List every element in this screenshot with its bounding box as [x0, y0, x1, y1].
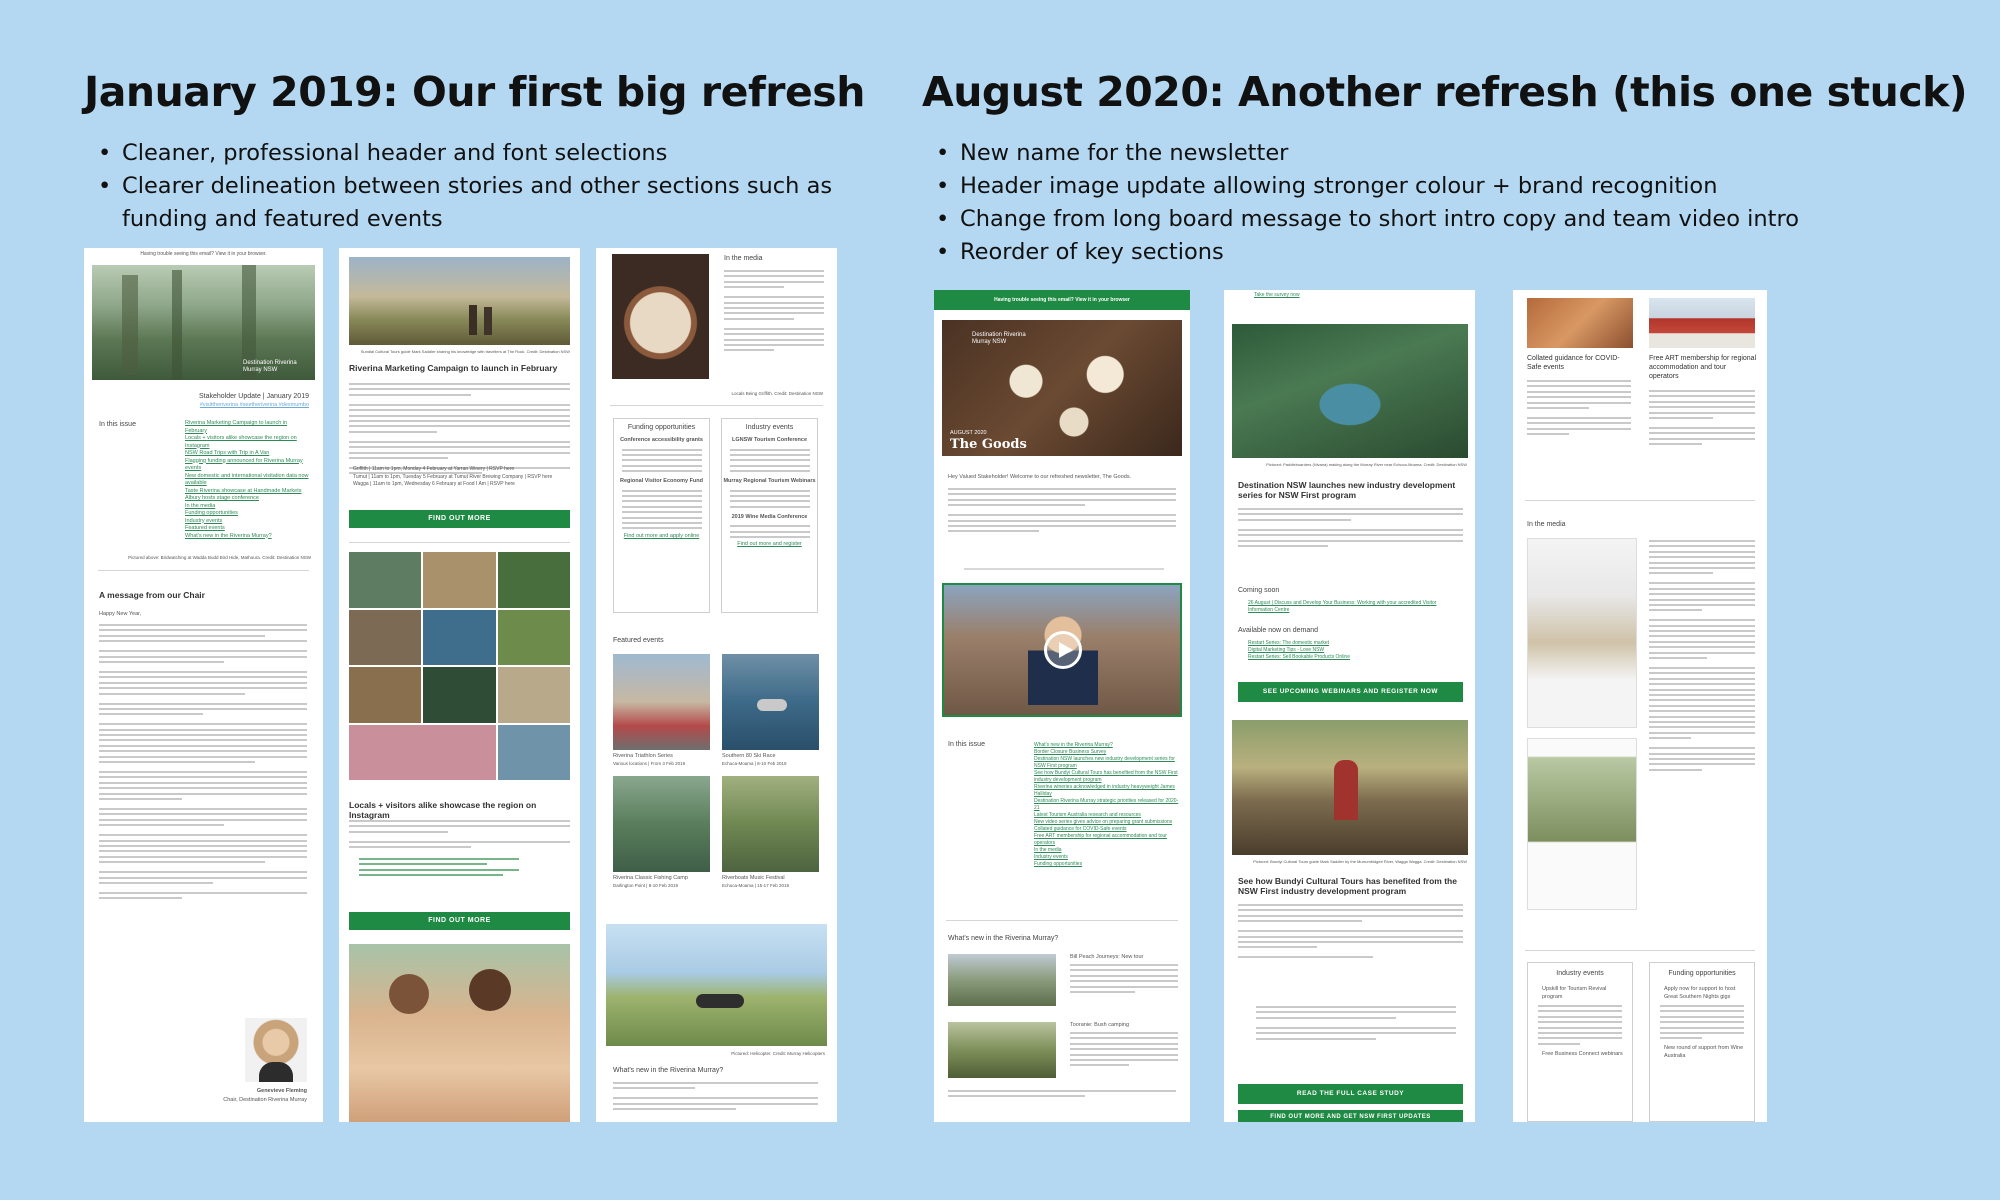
helicopter-caption: Pictured: Helicopter. Credit: Murray Helicopters [731, 1051, 825, 1056]
right-bullet-2: • Header image update allowing stronger colour + brand recognition [922, 170, 1982, 203]
chair-title: Chair, Destination Riverina Murray [223, 1097, 307, 1103]
green-top-bar [934, 290, 1190, 310]
on-demand-list [1248, 640, 1350, 661]
newsletter-page-aug-2020-2 [1224, 290, 1475, 1122]
in-this-issue-label: In this issue [99, 421, 136, 428]
bundyi-guide-photo [1232, 720, 1468, 855]
issue-link[interactable]: Border Closure Business Survey [1034, 749, 1107, 755]
team-video-thumbnail[interactable] [942, 583, 1182, 717]
newsletter-page-aug-2020-3 [1513, 290, 1767, 1122]
video-caption [964, 568, 1164, 570]
story-title-nsw-first: Destination NSW launches new industry development series for NSW First program [1238, 480, 1456, 500]
issue-link[interactable]: What's new in the Riverina Murray? [1034, 742, 1113, 748]
industry-title: Industry events [745, 424, 794, 431]
story-photo-the-rock [349, 257, 570, 345]
on-demand-item[interactable]: Restart Series: Sell Bookable Products Online [1248, 654, 1350, 660]
left-bullet-2-continuation: funding and featured events [122, 206, 443, 232]
hashtags[interactable]: #visittheriverina #seetheriverina #desmumbo [199, 402, 309, 408]
funding-item: Conference accessibility grants [620, 437, 703, 443]
masthead-title: The Goods [950, 437, 1027, 452]
instagram-photo [423, 552, 495, 608]
issue-link[interactable]: Latest Tourism Australia research and resources [1034, 812, 1141, 818]
funding-title: Funding opportunities [627, 424, 696, 431]
instagram-photo [498, 725, 570, 781]
whats-new-photo-2 [948, 1022, 1056, 1078]
issue-link[interactable]: Funding opportunities [185, 510, 238, 516]
update-title: Stakeholder Update | January 2019 [198, 393, 309, 400]
event-photo-triathlon[interactable] [613, 654, 710, 750]
newsletter-page-jan-2019-3 [596, 248, 837, 1122]
industry-events-box [1527, 962, 1633, 1122]
industry-item: Murray Regional Tourism Webinars [723, 478, 816, 485]
media-text [1649, 540, 1755, 774]
instagram-photo [349, 667, 421, 723]
issue-link[interactable]: NSW Road Trips with Trip in A Van [185, 450, 270, 456]
industry-text [730, 449, 810, 473]
event-meta: Echuca-Moama | 8-10 Feb 2019 [722, 761, 787, 766]
issue-link[interactable]: Riverina wineries acknowledged in industry heavyweight James Halliday [1034, 784, 1175, 797]
issue-link[interactable]: In the media [185, 502, 216, 509]
right-bullet-4: • Reorder of key sections [922, 236, 1982, 269]
event-name: Riverina Triathlon Series [613, 753, 673, 759]
industry-text [730, 490, 810, 508]
intro-greeting: Hey Valued Stakeholder! Welcome to our refreshed newsletter, The Goods. [948, 474, 1132, 480]
funding-opportunities-box [613, 418, 710, 613]
chair-portrait [245, 1018, 307, 1082]
helicopter-photo [606, 924, 827, 1046]
issue-link[interactable]: New domestic and international visitation data now available [185, 472, 309, 486]
divider [946, 920, 1178, 921]
issue-link-list [185, 420, 310, 540]
session-item: Wagga | 11am to 1pm, Wednesday 6 February at Food I Am | RSVP here [353, 481, 515, 487]
browser-view-text[interactable]: Having trouble seeing this email? View it in your browser [994, 297, 1130, 303]
session-item: Griffith | 11am to 1pm, Monday 4 February at Yarran Winery | RSVP here [353, 466, 515, 472]
industry-text [1538, 1005, 1622, 1045]
left-bullet-1: • Cleaner, professional header and font selections [84, 137, 844, 170]
right-heading: August 2020: Another refresh (this one stuck) [922, 68, 1968, 116]
dnsw-logo: Destination Riverina Murray NSW [243, 360, 297, 373]
left-bullet-2: • Clearer delineation between stories and other sections such as [84, 170, 844, 203]
funding-item: Apply now for support to host Great Southern Nights gigs [1664, 986, 1736, 1000]
event-name: Southern 80 Ski Race [722, 753, 776, 759]
right-bullet-list [922, 137, 1982, 269]
on-demand-label: Available now on demand [1238, 627, 1319, 634]
issue-link[interactable]: Featured events [185, 525, 225, 531]
issue-link[interactable]: Collated guidance for COVID-Safe events [1034, 826, 1127, 832]
newsletter-page-jan-2019-1 [84, 248, 323, 1122]
media-text [724, 270, 824, 355]
issue-link[interactable]: Riverina Marketing Campaign to launch in February [185, 420, 288, 434]
card-text [1527, 380, 1631, 439]
right-bullet-3: • Change from long board message to short intro copy and team video intro [922, 203, 1982, 236]
issue-link[interactable]: Industry events [185, 517, 223, 524]
industry-title: Industry events [1556, 970, 1604, 977]
card-title-art: Free ART membership for regional accommodation and tour operators [1649, 355, 1757, 380]
funding-text [1660, 1005, 1744, 1039]
in-the-media-title: In the media [1527, 521, 1566, 528]
event-photo-ski-race[interactable] [722, 654, 819, 750]
header-caption: Pictured above: Birdwatching at Wadda Budd Bird Hide, Mathoura. Credit: Destination NSW [128, 555, 311, 560]
on-demand-item[interactable]: Digital Marketing Tips - Love NSW [1248, 647, 1325, 653]
session-list [353, 466, 568, 489]
funding-apply-link[interactable]: Find out more and apply online [623, 532, 700, 539]
story-text [1238, 508, 1463, 550]
newsletter-page-aug-2020-1 [934, 290, 1190, 1122]
funding-item: New round of support from Wine Australia [1664, 1045, 1744, 1059]
industry-item: 2019 Wine Media Conference [731, 513, 808, 520]
issue-link[interactable]: New video series gives advice on preparing grant submissions [1034, 819, 1173, 825]
instagram-photo [423, 610, 495, 666]
dnsw-logo: Destination Riverina Murray NSW [972, 332, 1026, 345]
in-this-issue-label: In this issue [948, 741, 985, 748]
find-out-more-button-2[interactable]: FIND OUT MORE [349, 912, 570, 930]
photo-caption: Pictured: Paddleboarders (Nivana) making along the Murray River near Echuca-Moama. Credit: Destination NSW [1266, 462, 1467, 467]
issue-link[interactable]: Funding opportunities [1034, 861, 1083, 867]
instagram-photo [498, 552, 570, 608]
whats-new-text [613, 1082, 818, 1114]
play-button-icon[interactable] [1044, 631, 1082, 669]
media-photo-food [612, 254, 709, 379]
nsw-first-updates-button[interactable]: FIND OUT MORE AND GET NSW FIRST UPDATES [1238, 1110, 1463, 1122]
issue-link[interactable]: Destination Riverina Murray strategic priorities released for 2020-21 [1034, 798, 1179, 811]
masthead-food-photo [942, 320, 1182, 456]
on-demand-item[interactable]: Restart Series: The domestic market [1248, 640, 1330, 646]
left-bullet-list [84, 137, 844, 236]
event-meta: Various locations | From 3 Feb 2019 [613, 761, 686, 766]
instagram-photo [349, 725, 496, 781]
chair-heading: A message from our Chair [99, 590, 205, 600]
funding-opportunities-box [1649, 962, 1755, 1122]
chair-message-text [99, 624, 307, 903]
issue-link[interactable]: Destination NSW launches new industry development series for NSW First program [1034, 756, 1175, 769]
event-meta: Darlington Point | 8-10 Feb 2019 [613, 883, 678, 888]
event-photo-fishing-camp[interactable] [613, 776, 710, 872]
art-membership-photo [1649, 298, 1755, 348]
instagram-photo [498, 667, 570, 723]
instagram-photo [349, 552, 421, 608]
funding-item: Regional Visitor Economy Fund [619, 478, 704, 485]
issue-link[interactable]: Industry events [1034, 854, 1068, 860]
event-meta: Echuca-Moama | 15-17 Feb 2019 [722, 883, 789, 888]
right-bullet-1: • New name for the newsletter [922, 137, 1982, 170]
whats-new-photo-1 [948, 954, 1056, 1006]
issue-link[interactable]: Albury hosts stage conference [185, 495, 259, 501]
featured-events-title: Featured events [613, 637, 664, 644]
event-name: Riverina Classic Fishing Camp [613, 875, 688, 881]
chair-greeting: Happy New Year, [99, 611, 142, 617]
people-photo [349, 944, 570, 1122]
whats-new-title: What's new in the Riverina Murray? [948, 935, 1059, 942]
industry-events-box [721, 418, 818, 613]
session-item: Tumut | 11am to 1pm, Tuesday 5 February at Tumut River Brewing Company | RSVP here [353, 473, 553, 480]
industry-text [730, 525, 810, 538]
funding-text [622, 449, 702, 473]
browser-view-text[interactable]: Having trouble seeing this email? View it in your browser. [140, 251, 267, 257]
industry-item: Free Business Connect webinars [1542, 1050, 1623, 1057]
story-title-bundyi: See how Bundyi Cultural Tours has benefited from the NSW First industry development program [1238, 876, 1457, 896]
issue-link[interactable]: In the media [1034, 847, 1062, 853]
whats-new-item-title: Tooranie: Bush camping [1070, 1022, 1130, 1028]
left-bullet-2-cont [84, 203, 844, 236]
instagram-photo [498, 610, 570, 666]
media-caption: Locals Being Griffith. Credit: Destination NSW [731, 391, 823, 396]
issue-link[interactable]: Locals + visitors alike showcase the region on Instagram [185, 435, 297, 449]
divider [1525, 500, 1755, 501]
event-photo-riverboats[interactable] [722, 776, 819, 872]
card-title-covid: Collated guidance for COVID-Safe events [1527, 355, 1620, 371]
story-text [349, 820, 570, 856]
coming-soon-item[interactable]: 26 August | Discuss and Develop Your Business: Working with your accredited Visitor Information Centre [1248, 600, 1437, 613]
photo-caption: Pictured: Bundyi Cultural Tours guide Mark Saddler by the Murrumbidgee River, Wagga Wagga. Credit: Destination NSW [1253, 859, 1467, 864]
divider [610, 405, 823, 406]
story-photo-caption: Sundial Cultural Tours guide Mark Saddler sharing his knowledge with travellers at The Rock. Credit: Destination NSW [360, 349, 570, 354]
intro-text [948, 488, 1176, 536]
industry-item: LGNSW Tourism Conference [731, 437, 808, 443]
whats-new-item-title: Bill Peach Journeys: New tour [1070, 954, 1144, 960]
in-the-media-title: In the media [724, 255, 763, 262]
read-case-study-button[interactable]: READ THE FULL CASE STUDY [1238, 1084, 1463, 1104]
header-photo-birdwatching [92, 265, 315, 380]
divider [1525, 950, 1755, 951]
event-name: Riverboats Music Festival [722, 875, 785, 881]
find-out-more-button[interactable]: FIND OUT MORE [349, 510, 570, 528]
media-screenshot-1 [1527, 538, 1637, 728]
funding-text [622, 490, 702, 530]
issue-link[interactable]: Taste Riverina showcase at Handmade Markets [185, 487, 302, 494]
divider [98, 570, 309, 571]
story-title-instagram: Locals + visitors alike showcase the region on Instagram [349, 800, 537, 820]
issue-link-list [1034, 742, 1182, 868]
media-screenshot-instagram [1527, 738, 1637, 910]
instagram-photo [423, 667, 495, 723]
issue-link[interactable]: See how Bundyi Cultural Tours has benefited from the NSW First industry development program [1034, 770, 1178, 783]
story-text [1238, 904, 1463, 962]
covid-guidance-photo [1527, 298, 1633, 348]
card-text [1649, 390, 1755, 449]
issue-link[interactable]: Free ART membership for regional accommodation and tour operators [1034, 833, 1167, 846]
newsletter-page-jan-2019-2 [339, 248, 580, 1122]
whats-new-item-text [1070, 1032, 1178, 1070]
funding-title: Funding opportunities [1668, 970, 1736, 977]
instagram-photo-grid [349, 552, 570, 782]
issue-link[interactable]: Flagging funding announced for Riverina Murray events [185, 457, 303, 471]
story-title-marketing: Riverina Marketing Campaign to launch in February [349, 363, 558, 373]
issue-date: AUGUST 2020 [950, 430, 987, 436]
industry-register-link[interactable]: Find out more and register [737, 541, 802, 548]
instagram-links[interactable] [359, 858, 519, 880]
issue-link[interactable]: What's new in the Riverina Murray? [185, 532, 272, 539]
left-heading: January 2019: Our first big refresh [84, 68, 865, 116]
whats-new-title: What's new in the Riverina Murray? [613, 1067, 724, 1074]
story-text [349, 383, 570, 478]
register-webinars-button[interactable]: SEE UPCOMING WEBINARS AND REGISTER NOW [1238, 682, 1463, 702]
closing-text [948, 1090, 1176, 1101]
whats-new-item-text [1070, 964, 1178, 996]
instagram-photo [349, 610, 421, 666]
chair-name: Genevieve Fleming [256, 1088, 307, 1094]
divider [349, 542, 570, 543]
industry-item: Upskill for Tourism Revival program [1542, 986, 1607, 1000]
survey-link[interactable]: Take the survey now [1254, 292, 1300, 298]
tips-list [1256, 1006, 1456, 1043]
coming-soon-label: Coming soon [1238, 587, 1280, 594]
river-aerial-photo [1232, 324, 1468, 458]
